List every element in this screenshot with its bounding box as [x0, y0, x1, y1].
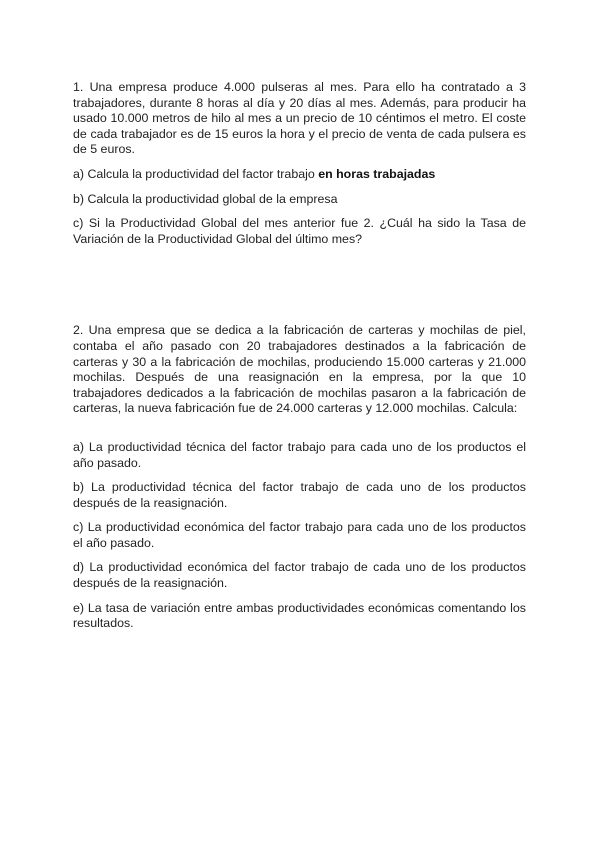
exercise-1-statement: 1. Una empresa produce 4.000 pulseras al mes. Para ello ha contratado a 3 trabajadores, durante 8 horas al día y 20 días al mes. Además, para producir ha usado 10.000 metros de hilo al mes a un precio de 10 céntimos el metro. El coste de cada trabajador es de 15 euros la hora y el precio de venta de cada pulsera es de 5 euros.: [73, 80, 526, 157]
exercise-1-question-a-text: a) Calcula la productividad del factor trabajo: [73, 166, 319, 181]
exercise-1-question-b: b) Calcula la productividad global de la empresa: [73, 191, 338, 206]
exercise-2-question-e: e) La tasa de variación entre ambas productividades económicas comentando los resultados.: [73, 600, 526, 631]
exercise-1-question-a: [73, 167, 526, 183]
exercise-1-question-a-emphasis: en horas trabajadas: [318, 166, 436, 181]
section-gap: [73, 247, 526, 323]
exercise-2: [73, 323, 526, 632]
document-page: [73, 80, 526, 632]
exercise-1: [73, 80, 526, 247]
exercise-2-question-a: a) La productividad técnica del factor trabajo para cada uno de los productos el año pasado.: [73, 439, 526, 470]
exercise-1-question-c: c) Si la Productividad Global del mes anterior fue 2. ¿Cuál ha sido la Tasa de Variación de la Productividad Global del último mes?: [73, 216, 526, 246]
exercise-2-question-d: d) La productividad económica del factor trabajo de cada uno de los productos después de la reasignación.: [73, 560, 526, 591]
exercise-2-statement: 2. Una empresa que se dedica a la fabricación de carteras y mochilas de piel, contaba el año pasado con 20 trabajadores destinados a la fabricación de carteras y 30 a la fabricación de mochilas, produciendo 15.000 carteras y 21.000 mochilas. Después de una reasignación en la empresa, por la que 10 trabajadores dedicados a la fabricación de mochilas pasaron a la fabricación de carteras, la nueva fabricación fue de 24.000 carteras y 12.000 mochilas. Calcula:: [73, 323, 526, 416]
exercise-2-question-c: c) La productividad económica del factor trabajo para cada uno de los productos el año pasado.: [73, 520, 526, 550]
exercise-2-question-b: b) La productividad técnica del factor trabajo de cada uno de los productos después de la reasignación.: [73, 480, 526, 510]
